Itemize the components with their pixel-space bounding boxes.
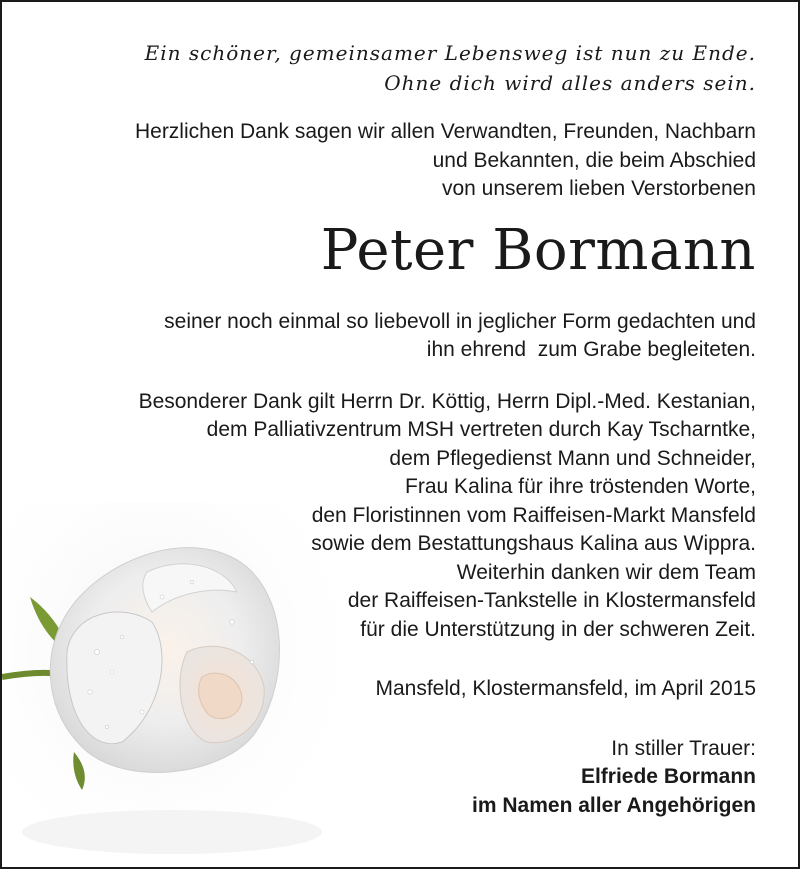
special-thanks: [36, 388, 756, 645]
thanks-intro-line: von unserem lieben Verstorbenen: [441, 177, 756, 200]
deceased-name: Peter Bormann: [320, 217, 756, 283]
special-thanks-line: dem Pflegedienst Mann und Schneider,: [389, 446, 756, 470]
remembrance-line: seiner noch einmal so liebevoll in jeglicher Form gedachten und: [164, 309, 756, 333]
spacer: [36, 704, 756, 735]
motto-line: Ohne dich wird alles anders sein.: [384, 71, 756, 95]
special-thanks-line: Besonderer Dank gilt Herrn Dr. Köttig, Herrn Dipl.-Med. Kestanian,: [138, 389, 756, 413]
thanks-intro-line: und Bekannten, die beim Abschied: [432, 148, 756, 172]
motto-line: Ein schöner, gemeinsamer Lebensweg ist nun zu Ende.: [144, 41, 756, 65]
remembrance-text: [36, 308, 756, 365]
spacer: [36, 644, 756, 675]
special-thanks-line: für die Unterstützung in der schweren Zeit.: [360, 617, 756, 641]
thanks-intro: [36, 118, 756, 204]
signature-intro: In stiller Trauer:: [611, 736, 756, 760]
signature-name: Elfriede Bormann: [580, 765, 756, 788]
special-thanks-line: sowie dem Bestattungshaus Kalina aus Wippra.: [311, 532, 756, 555]
special-thanks-line: Frau Kalina für ihre tröstenden Worte,: [405, 475, 756, 498]
thanks-intro-line: Herzlichen Dank sagen wir allen Verwandten, Freunden, Nachbarn: [134, 120, 756, 143]
motto: [36, 38, 756, 98]
special-thanks-line: den Floristinnen vom Raiffeisen-Markt Mansfeld: [311, 503, 756, 527]
signature: [36, 735, 756, 821]
special-thanks-line: Weiterhin danken wir dem Team: [456, 560, 756, 584]
spacer: [36, 365, 756, 388]
notice-text: [36, 38, 756, 820]
signature-on-behalf: im Namen aller Angehörigen: [472, 793, 756, 817]
remembrance-line: ihn ehrend zum Grabe begleiteten.: [426, 338, 756, 361]
special-thanks-line: der Raiffeisen-Tankstelle in Klostermansfeld: [347, 589, 756, 612]
special-thanks-line: dem Palliativzentrum MSH vertreten durch Kay Tscharntke,: [206, 418, 756, 441]
place-date: Mansfeld, Klostermansfeld, im April 2015: [375, 677, 756, 700]
